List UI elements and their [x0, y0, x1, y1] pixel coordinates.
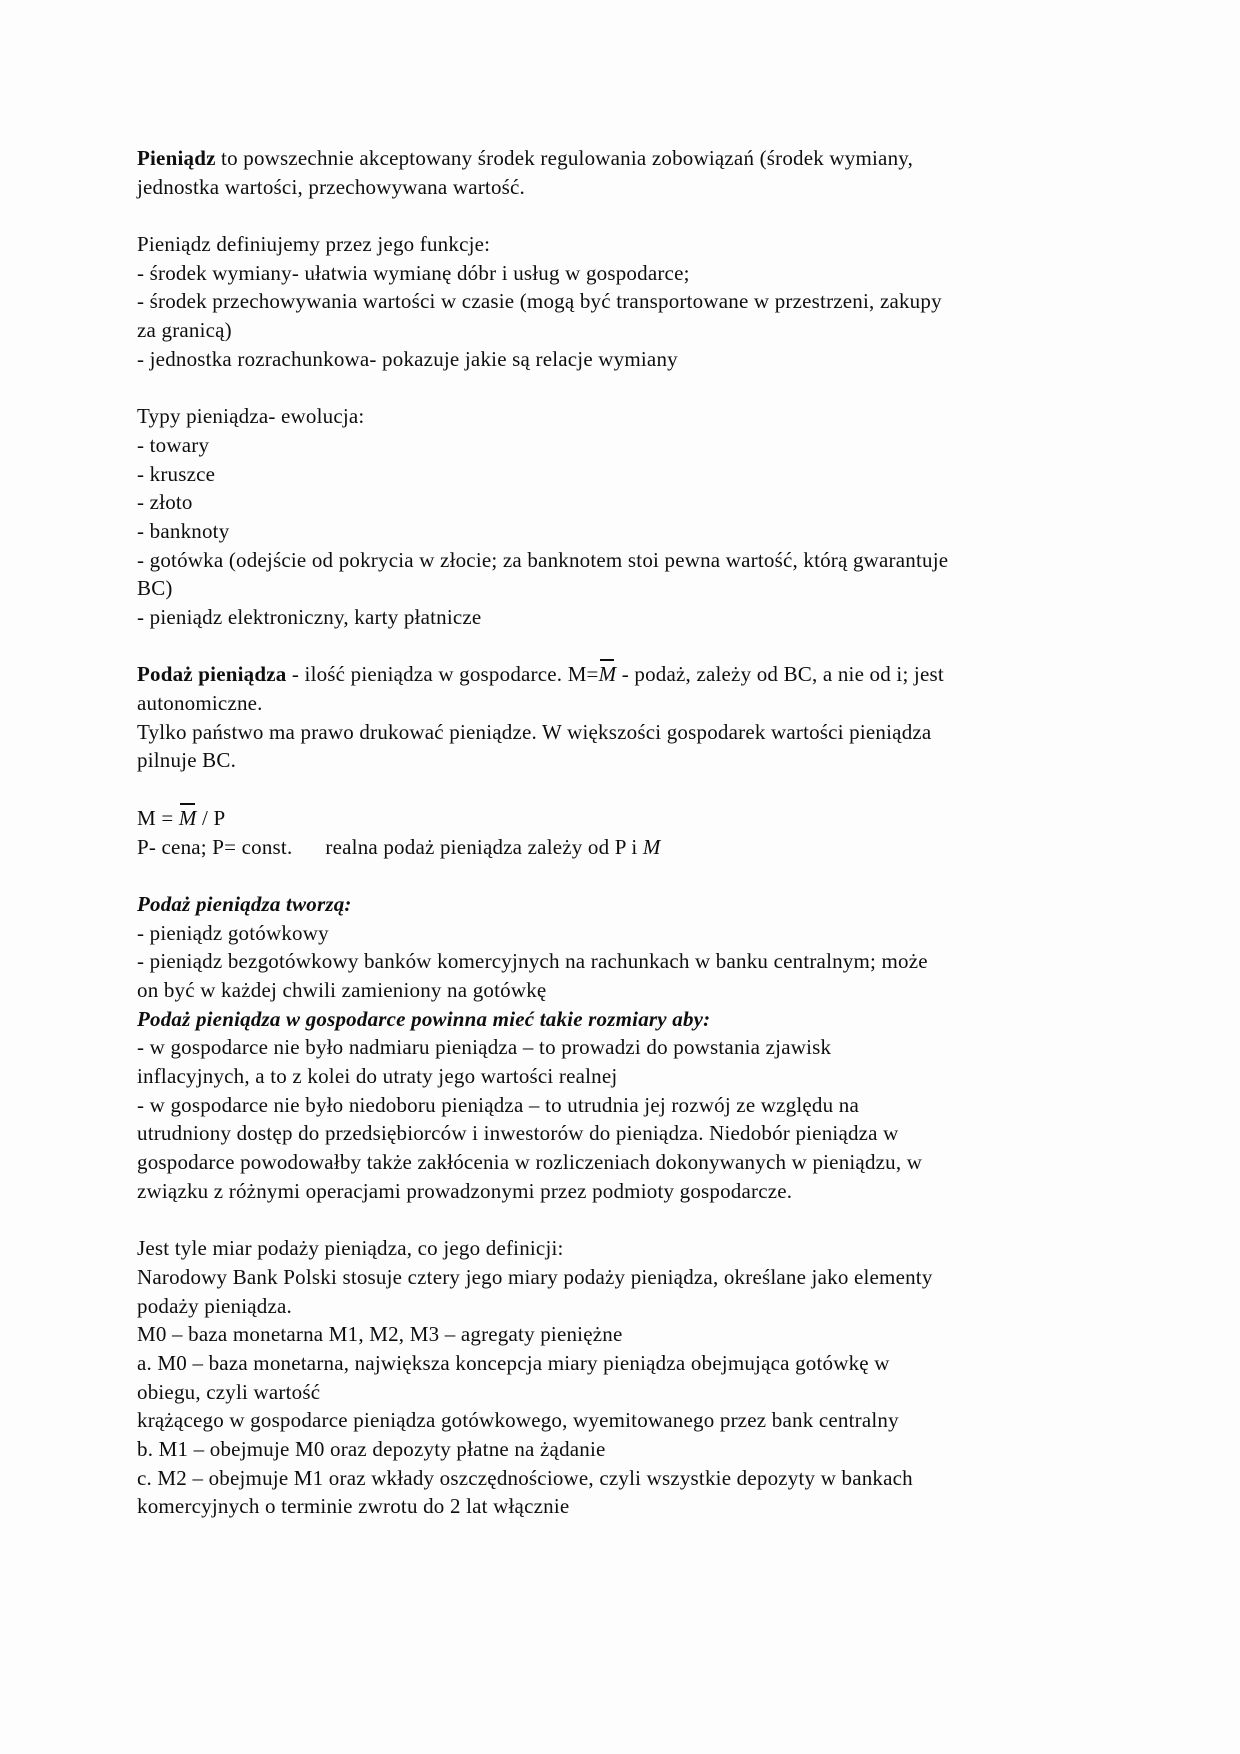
text-run: - w gospodarce nie było nadmiaru pieniądza – to prowadzi do powstania zjawisk [137, 1035, 832, 1060]
text-run: podaży pieniądza. [137, 1293, 292, 1318]
text-line [137, 1492, 1122, 1521]
text-run: - środek przechowywania wartości w czasie (mogą być transportowane w przestrzeni, zakupy [137, 289, 942, 314]
text-run: b. M1 – obejmuje M0 oraz depozyty płatne na żądanie [137, 1436, 606, 1461]
text-run: - towary [137, 432, 210, 457]
text-line [137, 287, 1122, 316]
text-line [137, 402, 1122, 431]
text-line [137, 1033, 1122, 1062]
text-line [137, 1378, 1122, 1407]
text-run: jednostka wartości, przechowywana wartość. [137, 174, 526, 199]
text-line [137, 431, 1122, 460]
m-bar-symbol: M [598, 662, 617, 687]
text-line [137, 1062, 1122, 1091]
text-run: on być w każdej chwili zamieniony na gotówkę [137, 977, 547, 1002]
text-run: utrudniony dostęp do przedsiębiorców i inwestorów do pieniądza. Niedobór pieniądza w [137, 1121, 899, 1146]
tab-space [292, 833, 325, 862]
text-run: M = [137, 805, 179, 830]
text-line [137, 1464, 1122, 1493]
text-run: / P [196, 805, 226, 830]
text-line [137, 259, 1122, 288]
text-run: M [642, 834, 661, 859]
text-line [137, 517, 1122, 546]
blank-line [137, 374, 1122, 403]
text-run: - pieniądz elektroniczny, karty płatnicze [137, 605, 482, 629]
text-line [137, 1148, 1122, 1177]
text-run: obiegu, czyli wartość [137, 1379, 321, 1404]
text-run: Typy pieniądza- ewolucja: [137, 404, 365, 429]
text-run: inflacyjnych, a to z kolei do utraty jego wartości realnej [137, 1064, 618, 1088]
text-line [137, 1263, 1122, 1292]
text-line [137, 460, 1122, 489]
text-line [137, 804, 1122, 833]
text-run: komercyjnych o terminie zwrotu do 2 lat włącznie [137, 1494, 570, 1519]
text-run: BC) [137, 576, 173, 601]
text-run: krążącego w gospodarce pieniądza gotówkowego, wyemitowanego przez bank centralny [137, 1408, 899, 1433]
text-run: - w gospodarce nie było niedoboru pieniądza – to utrudnia jej rozwój ze względu na [137, 1092, 860, 1117]
text-line [137, 1177, 1122, 1206]
text-line [137, 718, 1122, 747]
text-run: Tylko państwo ma prawo drukować pieniądze. W większości gospodarek wartości pieniądza [137, 719, 932, 744]
text-run: realna podaż pieniądza zależy od P i [325, 834, 643, 859]
text-line [137, 144, 1122, 173]
text-run: Narodowy Bank Polski stosuje cztery jego miary podaży pieniądza, określane jako elementy [137, 1264, 933, 1289]
text-run: - gotówka (odejście od pokrycia w złocie; za banknotem stoi pewna wartość, którą gwarantuje [137, 547, 949, 572]
text-run: pilnuje BC. [137, 748, 237, 773]
text-line [137, 890, 1122, 919]
text-run: - złoto [137, 490, 193, 515]
document-content [137, 144, 1122, 1521]
blank-line [137, 201, 1122, 230]
text-line [137, 230, 1122, 259]
text-line [137, 1435, 1122, 1464]
blank-line [137, 861, 1122, 890]
text-run: za granicą) [137, 318, 232, 343]
text-line [137, 689, 1122, 718]
text-run: Podaż pieniądza [137, 662, 287, 687]
text-run: - ilość pieniądza w gospodarce. M= [286, 662, 599, 687]
text-run: Jest tyle miar podaży pieniądza, co jego definicji: [137, 1236, 564, 1261]
text-run: - jednostka rozrachunkowa- pokazuje jakie są relacje wymiany [137, 346, 678, 371]
text-run: Pieniądz [137, 146, 216, 170]
text-line [137, 1406, 1122, 1435]
blank-line [137, 1205, 1122, 1234]
text-line [137, 173, 1122, 202]
text-run: Pieniądz definiujemy przez jego funkcje: [137, 232, 491, 257]
text-line [137, 947, 1122, 976]
text-line [137, 746, 1122, 775]
text-line [137, 1091, 1122, 1120]
text-line [137, 546, 1122, 575]
text-line [137, 488, 1122, 517]
text-run: autonomiczne. [137, 691, 263, 716]
text-line [137, 976, 1122, 1005]
text-line [137, 1349, 1122, 1378]
text-line [137, 833, 1122, 862]
text-line [137, 1119, 1122, 1148]
blank-line [137, 775, 1122, 804]
text-run: - pieniądz bezgotówkowy banków komercyjnych na rachunkach w banku centralnym; może [137, 949, 928, 974]
blank-line [137, 632, 1122, 661]
text-run: c. M2 – obejmuje M1 oraz wkłady oszczędnościowe, czyli wszystkie depozyty w bankach [137, 1465, 913, 1490]
text-line [137, 1005, 1122, 1034]
text-line [137, 919, 1122, 948]
text-line [137, 574, 1122, 603]
text-run: M0 – baza monetarna M1, M2, M3 – agregaty pieniężne [137, 1322, 623, 1347]
text-line [137, 316, 1122, 345]
text-run: P- cena; P= const. [137, 834, 293, 859]
text-run: a. M0 – baza monetarna, największa koncepcja miary pieniądza obejmująca gotówkę w [137, 1350, 890, 1375]
text-run: Podaż pieniądza w gospodarce powinna mieć takie rozmiary aby: [137, 1006, 711, 1031]
text-line [137, 345, 1122, 374]
text-line [137, 1234, 1122, 1263]
text-line [137, 1320, 1122, 1349]
m-bar-symbol: M [178, 805, 197, 830]
text-run: gospodarce powodowałby także zakłócenia w rozliczeniach dokonywanych w pieniądzu, w [137, 1150, 923, 1175]
text-run: - pieniądz gotówkowy [137, 920, 329, 945]
text-run: - podaż, zależy od BC, a nie od i; jest [616, 662, 944, 687]
text-line [137, 603, 1122, 632]
text-line [137, 660, 1122, 689]
text-line [137, 1292, 1122, 1321]
text-run: - banknoty [137, 518, 230, 543]
text-run: związku z różnymi operacjami prowadzonymi przez podmioty gospodarcze. [137, 1178, 793, 1203]
text-run: to powszechnie akceptowany środek regulowania zobowiązań (środek wymiany, [215, 146, 914, 170]
text-run: Podaż pieniądza tworzą: [137, 891, 352, 916]
text-run: - kruszce [137, 461, 216, 486]
text-run: - środek wymiany- ułatwia wymianę dóbr i usług w gospodarce; [137, 260, 690, 285]
